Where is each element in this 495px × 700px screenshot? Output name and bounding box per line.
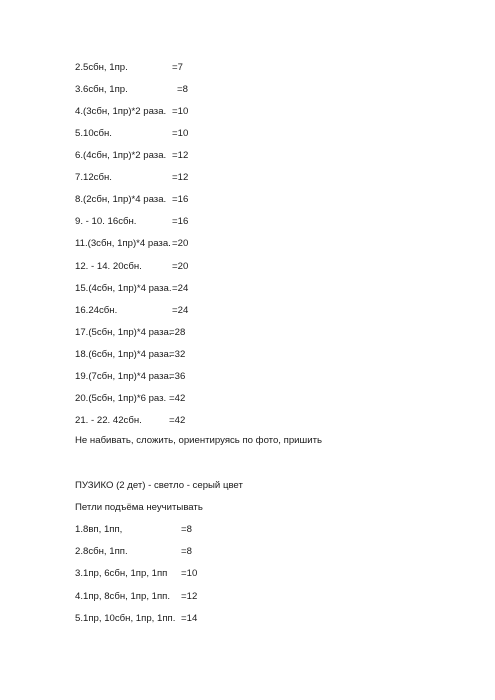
section-title: ПУЗИКО (2 дет) - светло - серый цвет bbox=[75, 480, 243, 491]
row-instruction: 20.(5сбн, 1пр)*6 раз. bbox=[75, 392, 167, 404]
stitch-count: =12 bbox=[172, 172, 189, 184]
stitch-count: =42 bbox=[169, 392, 186, 404]
row-instruction: 17.(5сбн, 1пр)*4 раза. bbox=[75, 326, 172, 338]
stitch-count: =8 bbox=[181, 524, 192, 535]
stitch-count: =7 bbox=[172, 62, 183, 73]
stitch-count: =20 bbox=[172, 260, 189, 272]
assembly-note: Не набивать, сложить, ориентируясь по фото, пришить bbox=[75, 435, 322, 446]
row-instruction: 5.1пр, 10сбн, 1пр, 1пп. bbox=[75, 612, 176, 624]
row-instruction: 5.10сбн. bbox=[75, 128, 112, 140]
stitch-count: =12 bbox=[181, 590, 198, 602]
row-instruction: 18.(6сбн, 1пр)*4 раза. bbox=[75, 348, 172, 360]
row-instruction: 7.12сбн. bbox=[75, 172, 112, 184]
stitch-count: =32 bbox=[169, 348, 186, 360]
stitch-count: =24 bbox=[172, 282, 189, 294]
stitch-count: =20 bbox=[172, 238, 189, 250]
row-instruction: 1.8вп, 1пп, bbox=[75, 524, 123, 535]
stitch-count: =10 bbox=[172, 106, 189, 118]
stitch-count: =12 bbox=[172, 150, 189, 162]
stitch-count: =8 bbox=[177, 84, 188, 95]
stitch-count: =42 bbox=[169, 414, 186, 426]
row-instruction: 8.(2сбн, 1пр)*4 раза. bbox=[75, 194, 167, 206]
row-instruction: 2.5сбн, 1пр. bbox=[75, 62, 128, 73]
row-instruction: 11.(3сбн, 1пр)*4 раза. bbox=[75, 238, 171, 250]
row-instruction: 6.(4сбн, 1пр)*2 раза. bbox=[75, 150, 167, 162]
stitch-count: =36 bbox=[169, 370, 186, 382]
row-instruction: 15.(4сбн, 1пр)*4 раза. bbox=[75, 282, 172, 294]
stitch-count: =10 bbox=[181, 568, 198, 580]
row-instruction: 4.(3сбн, 1пр)*2 раза. bbox=[75, 106, 167, 118]
stitch-count: =16 bbox=[172, 216, 189, 228]
row-instruction: 19.(7сбн, 1пр)*4 раза. bbox=[75, 370, 172, 382]
row-instruction: 4.1пр, 8сбн, 1пр, 1пп. bbox=[75, 590, 171, 602]
row-instruction: 12. - 14. 20сбн. bbox=[75, 260, 142, 272]
stitch-count: =16 bbox=[172, 194, 189, 206]
row-instruction: 3.1пр, 6сбн, 1пр, 1пп bbox=[75, 568, 168, 580]
stitch-count: =28 bbox=[169, 326, 186, 338]
stitch-count: =8 bbox=[181, 546, 192, 558]
row-instruction: 9. - 10. 16сбн. bbox=[75, 216, 137, 228]
row-instruction: 21. - 22. 42сбн. bbox=[75, 414, 142, 426]
section-note: Петли подъёма неучитывать bbox=[75, 502, 203, 513]
stitch-count: =24 bbox=[172, 304, 189, 316]
row-instruction: 16.24сбн. bbox=[75, 304, 118, 316]
row-instruction: 3.6сбн, 1пр. bbox=[75, 84, 128, 95]
stitch-count: =14 bbox=[181, 612, 198, 624]
stitch-count: =10 bbox=[172, 128, 189, 140]
row-instruction: 2.8сбн, 1пп. bbox=[75, 546, 128, 558]
